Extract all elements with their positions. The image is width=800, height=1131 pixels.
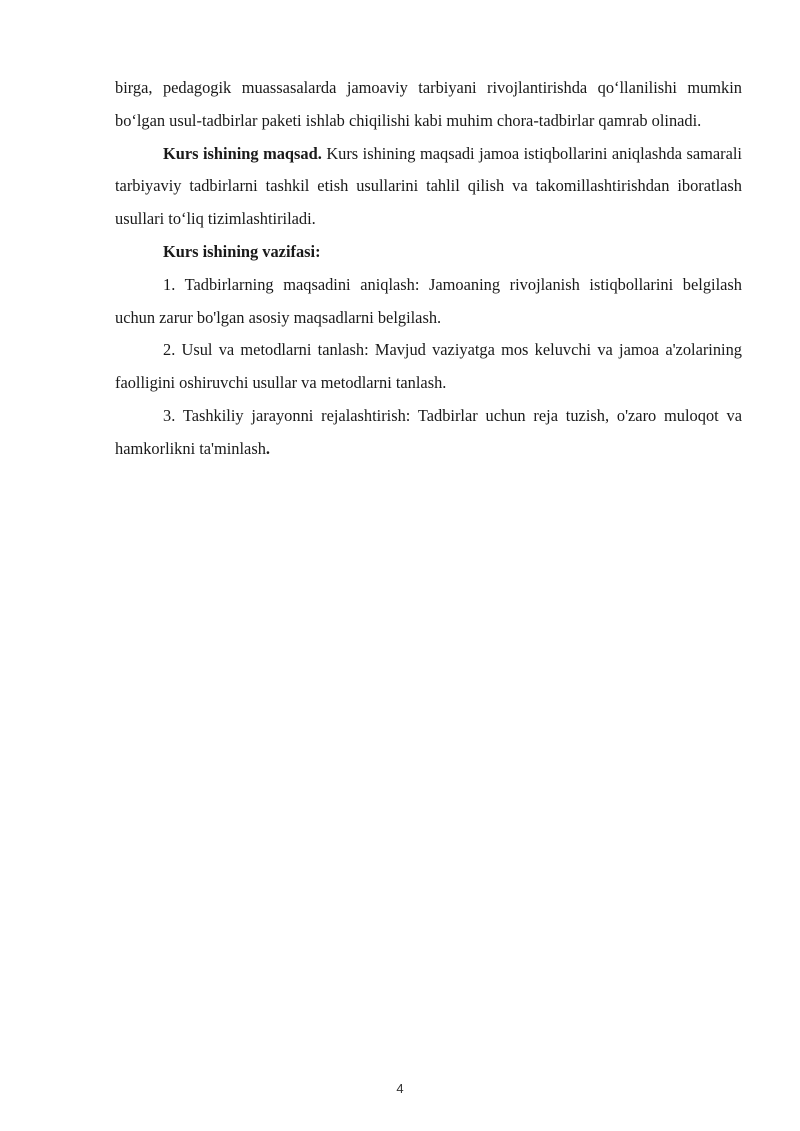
course-goal-heading: Kurs ishining maqsad.	[163, 143, 322, 163]
task-item-text: 2. Usul va metodlarni tanlash: Mavjud vaziyatga mos keluvchi va jamoa a'zolarining faolligini oshiruvchi usullar va metodlarni tanlash.	[115, 340, 742, 393]
task-item-text: 1. Tadbirlarning maqsadini aniqlash: Jamoaning rivojlanish istiqbollarini belgilash uchun zarur bo'lgan asosiy maqsadlarni belgilash.	[115, 274, 742, 327]
task-item-1	[115, 269, 742, 335]
paragraph-course-goal	[115, 138, 742, 236]
paragraph-continuation	[115, 72, 742, 138]
task-item-text: 3. Tashkiliy jarayonni rejalashtirish: Tadbirlar uchun reja tuzish, o'zaro muloqot va hamkorlikni ta'minlash	[115, 405, 742, 458]
page-number: 4	[396, 1081, 404, 1096]
paragraph-text: Kurs ishining maqsadi jamoa istiqbollarini aniqlashda samarali tarbiyaviy tadbirlarni tashkil etish usullarini tahlil qilish va takomillashtirishdan iboratlash usullari to‘liq tizimlashtiriladi.	[115, 143, 742, 229]
task-item-2	[115, 334, 742, 400]
task-item-end-period: .	[265, 438, 271, 458]
paragraph-course-tasks-heading	[115, 236, 742, 269]
paragraph-text: birga, pedagogik muassasalarda jamoaviy tarbiyani rivojlantirishda qo‘llanilishi mumkin bo‘lgan usul-tadbirlar paketi ishlab chiqilishi kabi muhim chora-tadbirlar qamrab olinadi.	[115, 78, 742, 130]
task-item-3	[115, 400, 742, 466]
course-tasks-heading: Kurs ishining vazifasi:	[163, 241, 321, 261]
document-body	[115, 72, 742, 466]
